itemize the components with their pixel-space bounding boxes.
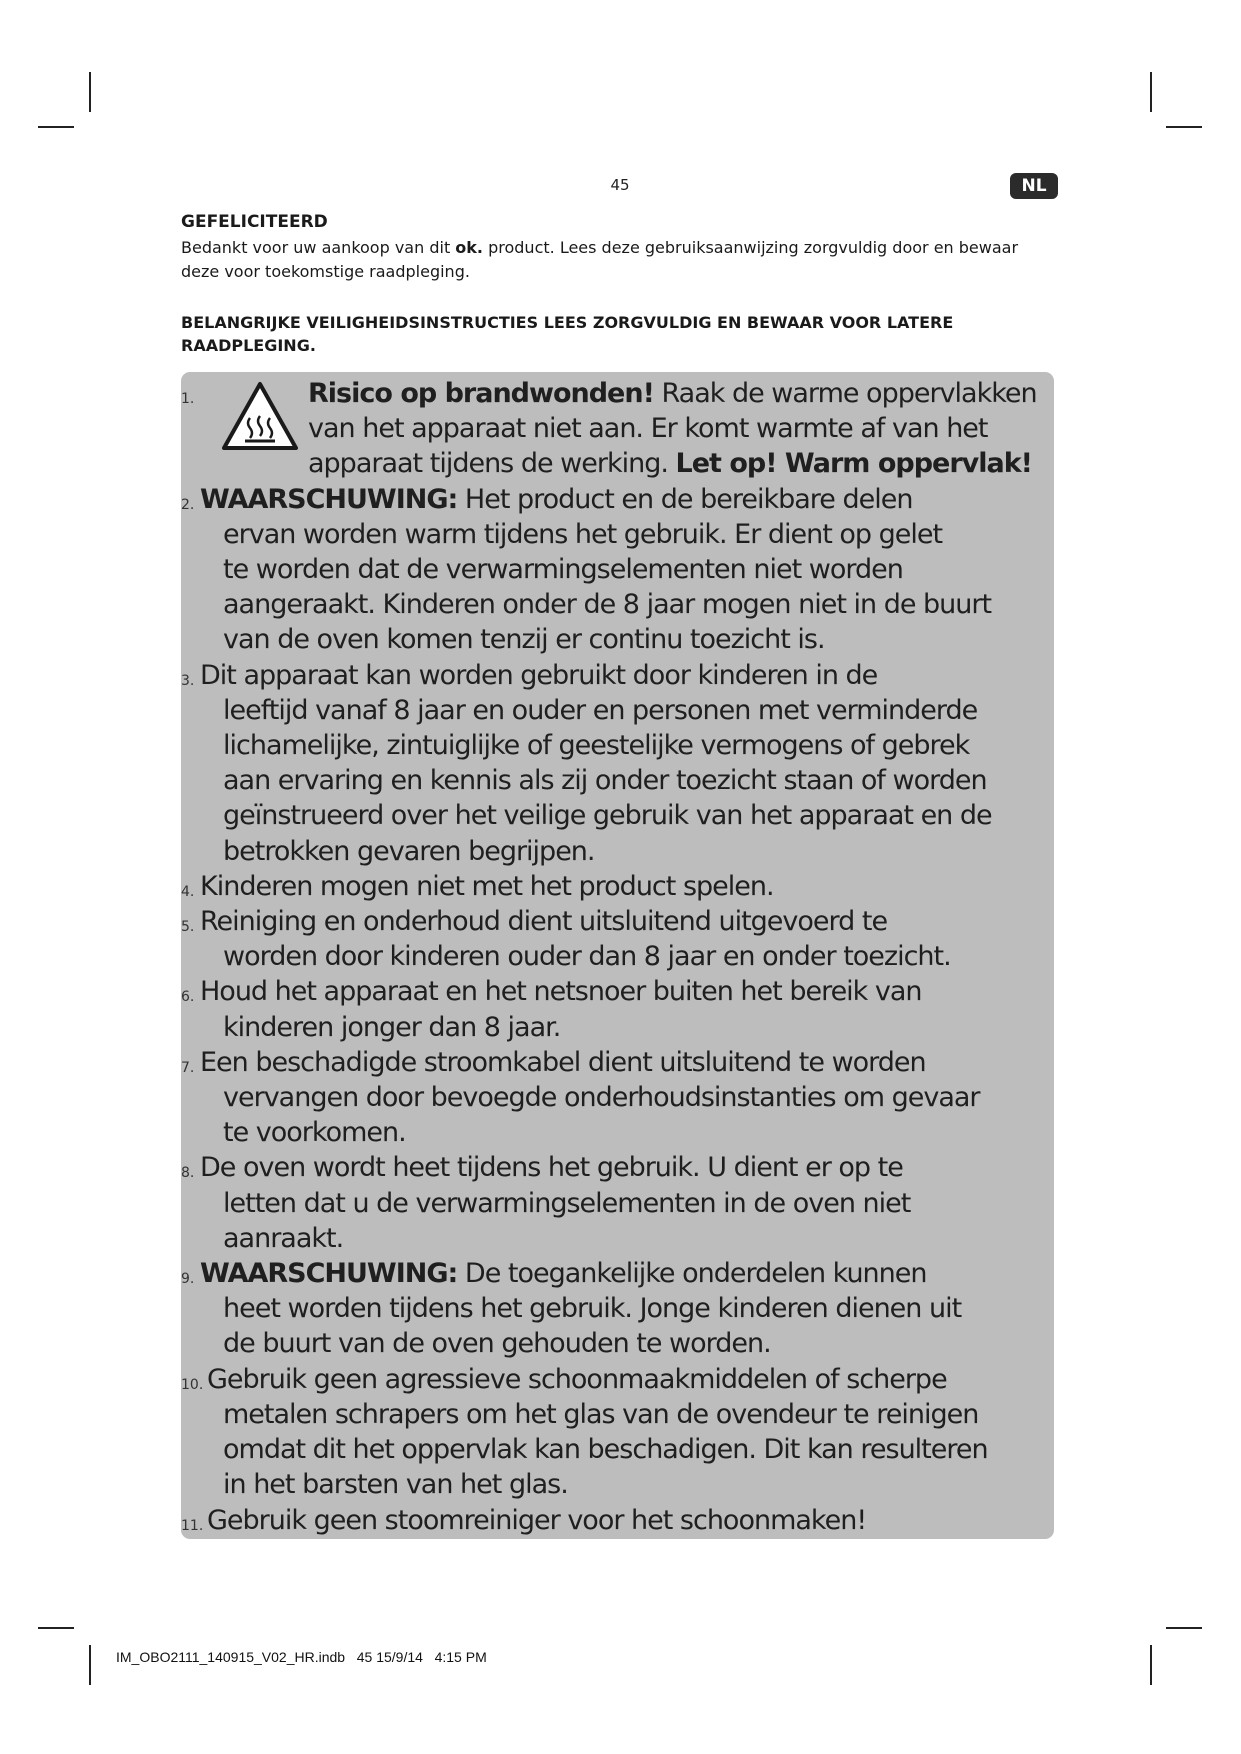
list-item: 4. Kinderen mogen niet met het product spelen. [181,869,1061,904]
item-number: 11. [181,1517,204,1534]
brand-name: ok. [455,238,484,257]
intro-text: Bedankt voor uw aankoop van dit ok. product. Lees deze gebruiksaanwijzing zorgvuldig door en bewaar deze voor toekomstige raadpleging. [181,238,1019,281]
item-number: 8. [181,1165,195,1182]
crop-mark [1150,1645,1152,1685]
item-number: 4. [181,883,195,900]
page-number: 45 [610,176,630,194]
item-number: 3. [181,672,195,689]
crop-mark [38,1627,74,1629]
list-item: 5. Reiniging en onderhoud dient uitsluitend uitgevoerd te worden door kinderen ouder dan 8 jaar en onder toezicht. [181,906,951,973]
list-item: 8. De oven wordt heet tijdens het gebruik. U dient er op te letten dat u de verwarmingselementen in de oven niet aanraakt. [181,1152,911,1254]
intro-heading: GEFELICITEERD [181,212,328,232]
item-number: 5. [181,919,195,936]
crop-mark [38,126,74,128]
item-number: 2. [181,496,195,513]
print-slug: IM_OBO2111_140915_V02_HR.indb 45 15/9/14 4:15 PM [116,1649,487,1665]
item-number: 9. [181,1271,195,1288]
crop-mark [1166,126,1202,128]
item-number: 7. [181,1059,195,1076]
hot-surface-warning-icon [221,380,299,452]
item-number: 1. [181,391,195,407]
crop-mark [89,72,91,112]
list-item: 10. Gebruik geen agressieve schoonmaakmiddelen of scherpe metalen schrapers om het glas van de ovendeur te reinigen omdat dit het oppervlak kan beschadigen. Dit kan resulteren in het barsten van het glas. [181,1363,988,1501]
list-item: 11. Gebruik geen stoomreiniger voor het schoonmaken! [181,1503,1061,1538]
list-item: 9. WAARSCHUWING: De toegankelijke onderdelen kunnen heet worden tijdens het gebruik. Jonge kinderen dienen uit de buurt van de oven gehouden te worden. [181,1258,962,1360]
language-badge: NL [1010,173,1058,199]
list-item: 1. Risico op brandwonden! Raak de warme oppervlakken van het apparaat niet aan. Er komt warmte af van het apparaat tijdens de werking. Let op! Warm oppervlak! [181,378,1037,480]
crop-mark [1150,72,1152,112]
safety-heading: BELANGRIJKE VEILIGHEIDSINSTRUCTIES LEES ZORGVULDIG EN BEWAAR VOOR LATERE RAADPLEGING. [181,313,954,355]
item-number: 6. [181,989,195,1006]
safety-list [181,376,1061,1538]
list-item: 2. WAARSCHUWING: Het product en de bereikbare delen ervan worden warm tijdens het gebruik. Er dient op gelet te worden dat de verwarmingselementen niet worden aangeraakt. Kinderen onder de 8 jaar mogen niet in de buurt van de oven komen tenzij er continu toezicht is. [181,483,992,656]
list-item: 6. Houd het apparaat en het netsnoer buiten het bereik van kinderen jonger dan 8 jaar. [181,976,922,1043]
list-item: 7. Een beschadigde stroomkabel dient uitsluitend te worden vervangen door bevoegde onderhoudsinstanties om gevaar te voorkomen. [181,1046,980,1149]
list-item: 3. Dit apparaat kan worden gebruikt door kinderen in de leeftijd vanaf 8 jaar en ouder en personen met verminderde lichamelijke, zintuiglijke of geestelijke vermogens of gebrek aan ervaring en kennis als zij onder toezicht staan of worden geïnstrueerd over het veilige gebruik van het apparaat en de betrokken gevaren begrijpen. [181,659,992,867]
crop-mark [89,1645,91,1685]
crop-mark [1166,1627,1202,1629]
item-number: 10. [181,1376,204,1393]
